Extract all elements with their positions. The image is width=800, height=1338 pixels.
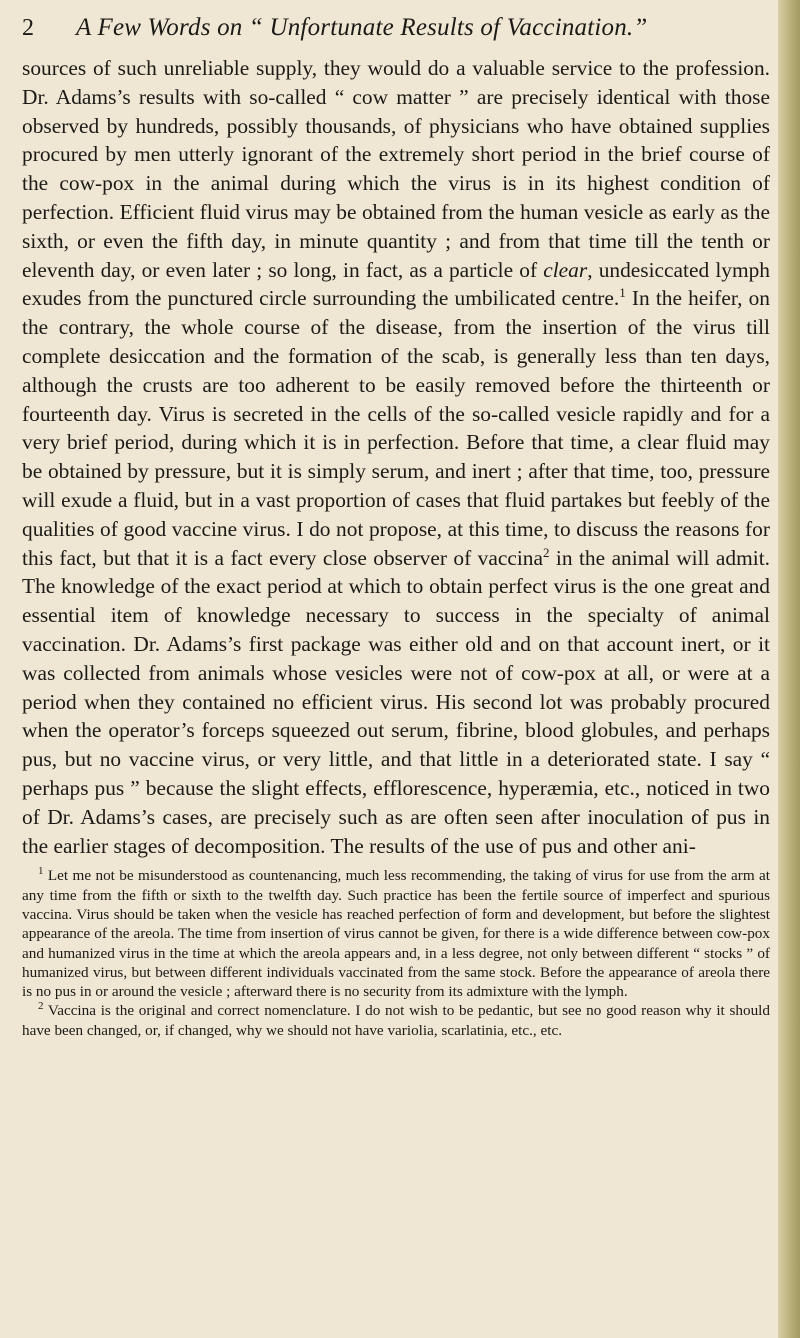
page-edge bbox=[778, 0, 800, 1338]
footnote-mark: 2 bbox=[38, 1000, 44, 1013]
paragraph-text: sources of such unreliable supply, they would do a valuable service to the profession. Dr. Adams’s results with so-called “ cow matter ” are precisely identical with those observed by hundreds, possibly thousands, of physicians who have obtained supplies procured by men utterly ignorant of the extremely short period in the brief course of the cow-pox in the animal during which the virus is in its highest condition of perfection. Efficient fluid virus may be obtained from the human vesicle as early as the sixth, or even the fifth day, in minute quantity ; and from that time till the tenth or eleventh day, or even later ; so long, in fact, as a particle of bbox=[22, 56, 770, 282]
emphasis-clear: clear bbox=[543, 257, 588, 282]
page-number: 2 bbox=[22, 15, 34, 41]
footnote-text: Let me not be misunderstood as countenancing, much less recommending, the taking of virus for use from the arm at any time from the fifth or sixth to the twelfth day. Such practice has been the fertile source of imperfect and spurious vaccina. Virus should be taken when the vesicle has reached perfection of form and development, but before the slightest appearance of the areola. The time from insertion of virus cannot be given, for there is a wide difference between cow-pox and humanized virus in the time at which the areola appears and, in a less degree, not only between different “ stocks ” of humanized virus, but between different individuals vaccinated from the same stock. Before the appearance of areola there is no pus in or around the vesicle ; afterward there is no security from its admixture with the lymph. bbox=[22, 867, 770, 1001]
footnote-1 bbox=[22, 866, 770, 1001]
footnote-reference-2[interactable]: 2 bbox=[542, 544, 550, 560]
paragraph bbox=[22, 54, 770, 860]
paragraph-text: in the animal will admit. The knowledge of the exact period at which to obtain perfect virus is the one great and essential item of knowledge necessary to success in the specialty of animal vaccination. Dr. Adams’s first package was either old and on that account inert, or it was collected from animals whose vesicles were not of cow-pox at all, or were at a period when they contained no efficient virus. His second lot was probably procured when the operator’s forceps squeezed out serum, fibrine, blood globules, and perhaps pus, but no vaccine virus, or very little, and that little in a deteriorated state. I say “ perhaps pus ” because the slight effects, efflorescence, hyperæmia, etc., noticed in two of Dr. Adams’s cases, are precisely such as are often seen after inoculation of pus in the earlier stages of decomposition. The results of the use of pus and other ani- bbox=[22, 545, 770, 858]
paragraph-text: , undesiccated lymph exudes from the punctured circle surrounding the umbilicated centre. bbox=[22, 257, 770, 311]
footnote-mark: 1 bbox=[38, 865, 44, 878]
footnote-reference-1[interactable]: 1 bbox=[619, 285, 626, 301]
body-text bbox=[22, 54, 770, 860]
footnote-2 bbox=[22, 1001, 770, 1040]
footnotes bbox=[22, 866, 770, 1040]
footnote-text: Vaccina is the original and correct nomenclature. I do not wish to be pedantic, but see no good reason why it should have been changed, or, if changed, why we should not have variolia, scarlatinia, etc., etc. bbox=[22, 1002, 770, 1039]
running-head bbox=[22, 14, 770, 50]
paragraph-text: In the heifer, on the contrary, the whole course of the disease, from the insertion of the virus till complete desiccation and the formation of the scab, is generally less than ten days, although the crusts are too adherent to be easily removed before the thirteenth or fourteenth day. Virus is secreted in the cells of the so-called vesicle rapidly and for a very brief period, during which it is in perfection. Before that time, a clear fluid may be obtained by pressure, but it is simply serum, and inert ; after that time, too, pressure will exude a fluid, but in a vast proportion of cases that fluid partakes but feebly of the qualities of good vaccine virus. I do not propose, at this time, to discuss the reasons for this fact, but that it is a fact every close observer of vaccina bbox=[22, 286, 770, 570]
book-page bbox=[22, 14, 770, 1040]
running-title: A Few Words on “ Unfortunate Results of Vaccination.” bbox=[76, 14, 648, 41]
